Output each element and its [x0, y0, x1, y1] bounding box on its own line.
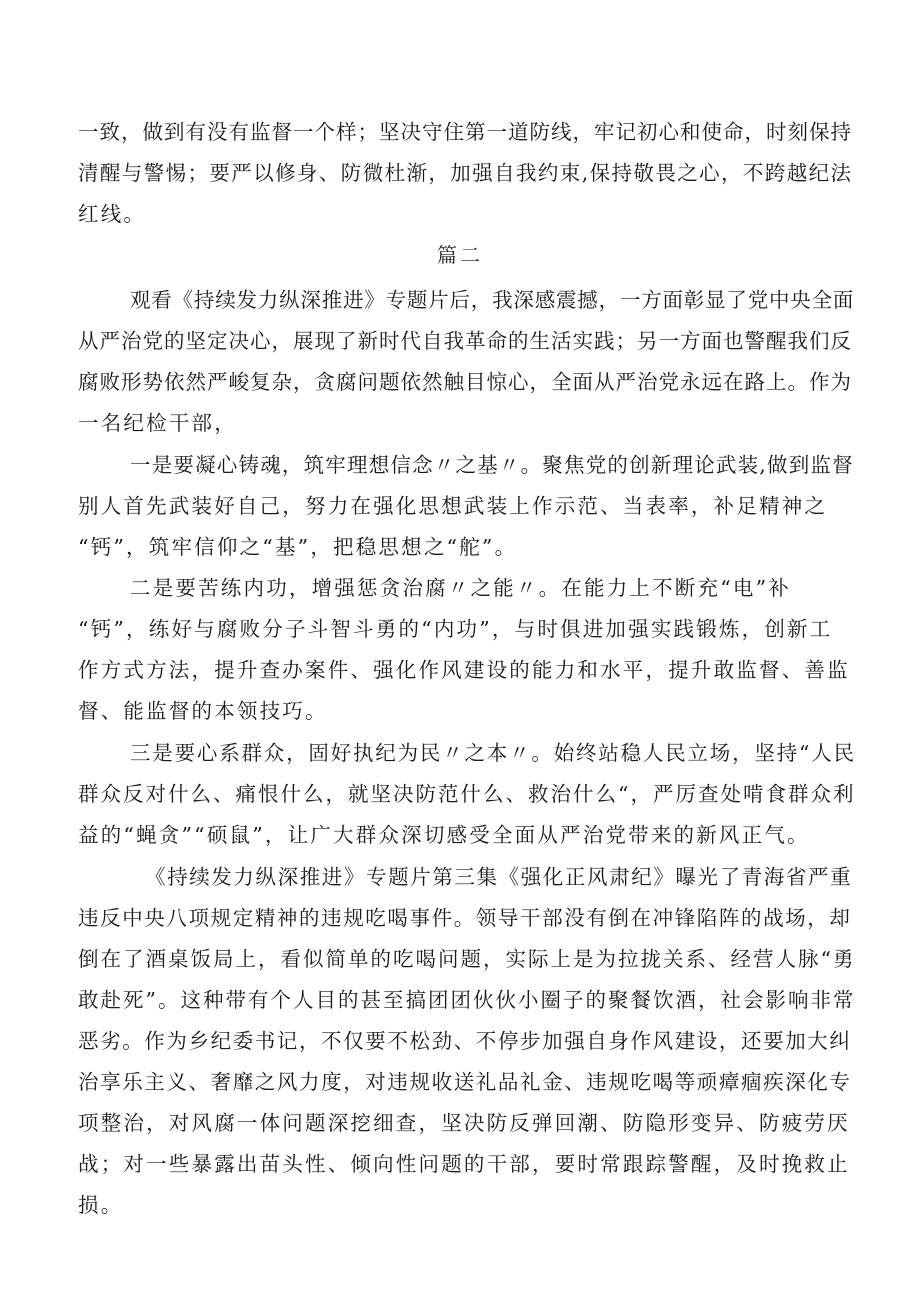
text-line: 《持续发力纵深推进》专题片第三集《强化正风肃纪》曝光了青海省严重 — [145, 865, 853, 889]
text-line: 一名纪检干部， — [78, 411, 237, 435]
text-line: 督、能监督的本领技巧。 — [78, 699, 328, 723]
section-title: 篇二 — [437, 243, 483, 267]
text-line: 恶劣。作为乡纪委书记，不仅要不松劲、不停步加强自身作风建设，还要加大纠 — [78, 1029, 852, 1053]
text-line: 红线。 — [78, 202, 147, 226]
text-line: 战；对一些暴露出苗头性、倾向性问题的干部，要时常跟踪警醒，及时挽救止 — [78, 1152, 850, 1176]
text-line: 倒在了酒桌饭局上，看似简单的吃喝问题，实际上是为拉拢关系、经营人脉“勇 — [78, 947, 856, 971]
text-line: 作方式方法，提升查办案件、强化作风建设的能力和水平，提升敢监督、善监 — [78, 658, 850, 682]
text-line: 腐败形势依然严峻复杂，贪腐问题依然触目惊心，全面从严治党永远在路上。作为 — [78, 370, 852, 394]
text-line: 三是要心系群众，固好执纪为民〃之本〃。始终站稳人民立场，坚持“人民 — [130, 741, 856, 765]
text-line: 一是要凝心铸魂，筑牢理想信念〃之基〃。聚焦党的创新理论武装,做到监督 — [130, 453, 854, 477]
text-line: 敢赴死”。这种带有个人目的甚至搞团团伙伙小圈子的聚餐饮酒，社会影响非常 — [78, 988, 856, 1012]
text-line: 别人首先武装好自己，努力在强化思想武装上作示范、当表率，补足精神之 — [78, 494, 828, 518]
text-line: 群众反对什么、痛恨什么，就坚决防范什么、救治什么“，严厉查处啃食群众利 — [78, 782, 856, 806]
text-line: “钙”，练好与腐败分子斗智斗勇的“内功”，与时俱进加强实践锻炼，创新工 — [78, 617, 833, 641]
text-line: 违反中央八项规定精神的违规吃喝事件。领导干部没有倒在冲锋陷阵的战场，却 — [78, 906, 852, 930]
text-line: 益的“蝇贪”“硕鼠”，让广大群众深切感受全面从严治党带来的新风正气。 — [78, 823, 810, 847]
text-line: 观看《持续发力纵深推进》专题片后，我深感震撼，一方面彰显了党中央全面 — [130, 288, 855, 312]
text-line: 损。 — [78, 1193, 124, 1217]
text-line: 清醒与警惕；要严以修身、防微杜渐，加强自我约束,保持敬畏之心，不跨越纪法 — [78, 161, 853, 185]
text-line: 治享乐主义、奢靡之风力度，对违规收送礼品礼金、违规吃喝等顽瘴痼疾深化专 — [78, 1070, 852, 1094]
text-line: 从严治党的坚定决心，展现了新时代自我革命的生活实践；另一方面也警醒我们反 — [78, 329, 852, 353]
text-line: 一致，做到有没有监督一个样；坚决守住第一道防线，牢记初心和使命，时刻保持 — [78, 120, 852, 144]
text-line: 项整治，对风腐一体问题深挖细查，坚决防反弹回潮、防隐形变异、防疲劳厌 — [78, 1111, 850, 1135]
text-line: “钙”，筑牢信仰之“基”，把稳思想之“舵”。 — [78, 535, 518, 559]
text-line: 二是要苦练内功，增强惩贪治腐〃之能〃。在能力上不断充“电”补 — [130, 576, 791, 600]
